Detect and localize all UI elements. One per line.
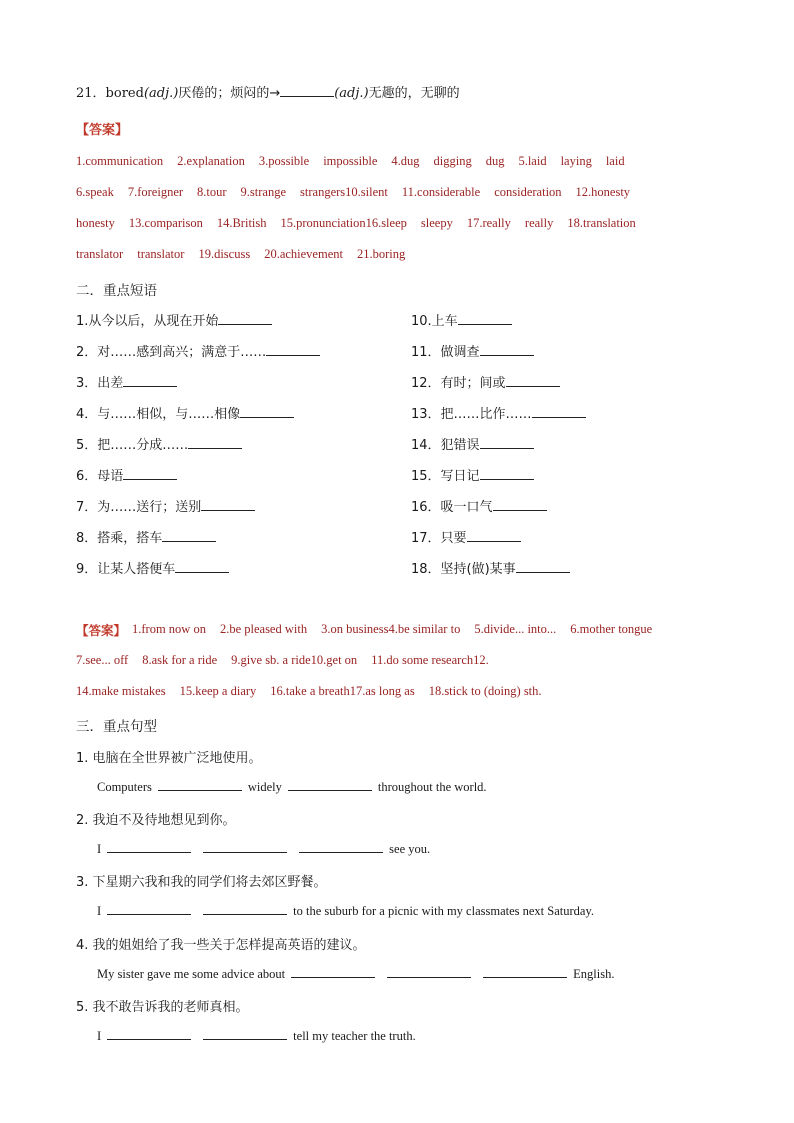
answer-blank[interactable] (483, 965, 567, 978)
answer-item: 14.make mistakes (76, 684, 166, 698)
phrase-answer-blank[interactable] (188, 436, 242, 449)
question-number: 21． (76, 86, 106, 101)
answer-item: 7.see... off (76, 653, 129, 667)
phrase-answer-blank[interactable] (458, 312, 512, 325)
sentence-prefix: I (97, 904, 102, 918)
answer-item: 1.communication (76, 154, 164, 168)
phrase-item (76, 310, 272, 329)
answer-item: 18.translation (567, 216, 636, 230)
sentence-chinese: 3. 下星期六我和我的同学们将去郊区野餐。 (76, 875, 327, 890)
answer-item: consideration (494, 185, 562, 199)
phrase-item (76, 465, 177, 484)
sentence-fill-in (97, 965, 614, 982)
answer-item: 5.divide... into... (474, 622, 557, 636)
phrase-answer-blank[interactable] (480, 436, 534, 449)
sentence-suffix: throughout the world. (377, 780, 487, 794)
answer-item: 6.speak (76, 185, 114, 199)
sentence-suffix: English. (573, 967, 615, 981)
phrase-text: 12．有时；间或 (411, 376, 506, 391)
vocab-answer-row (76, 185, 644, 200)
answer-blank[interactable] (291, 965, 375, 978)
phrase-text: 10.上车 (411, 314, 458, 329)
phrase-item (76, 527, 216, 546)
answer-item: 4.dug (391, 154, 420, 168)
answer-item: dug (485, 154, 505, 168)
vocab-question-21 (76, 84, 460, 103)
answer-item: translator (137, 247, 185, 261)
answer-item: 8.ask for a ride (142, 653, 218, 667)
answer-blank[interactable] (107, 1027, 191, 1040)
answer-item: strangers10.silent (300, 185, 388, 199)
sentence-middle: widely (247, 780, 282, 794)
answer-blank[interactable] (299, 840, 383, 853)
phrase-text: 16．吸一口气 (411, 500, 493, 515)
phrase-text: 11．做调查 (411, 345, 480, 360)
phrase-text: 17．只要 (411, 531, 467, 546)
phrase-answer-blank[interactable] (175, 560, 229, 573)
answer-item: 16.take a breath17.as long as (270, 684, 415, 698)
answer-label: 【答案】 (76, 623, 127, 638)
question-word: bored (105, 86, 144, 101)
answer-item: 11.considerable (401, 185, 481, 199)
phrase-item (411, 341, 534, 360)
sentence-fill-in (97, 840, 430, 857)
phrase-item (76, 403, 294, 422)
phrase-answer-blank[interactable] (532, 405, 586, 418)
answer-item: 7.foreigner (127, 185, 184, 199)
answer-item: 1.from now on (132, 622, 206, 636)
sentence-fill-in (97, 778, 487, 795)
section-title-sentences: 三．重点句型 (76, 719, 157, 735)
sentence-suffix: tell my teacher the truth. (293, 1029, 416, 1043)
answer-item: impossible (323, 154, 378, 168)
section-title-phrases: 二．重点短语 (76, 283, 157, 299)
answer-item: 17.really (466, 216, 511, 230)
phrase-item (76, 372, 177, 391)
answer-item: laying (560, 154, 592, 168)
answer-item: 18.stick to (doing) sth. (428, 684, 542, 698)
phrase-text: 2．对……感到高兴；满意于…… (76, 345, 267, 360)
answer-item: 14.British (216, 216, 267, 230)
sentence-fill-in (97, 902, 594, 919)
answer-item: 6.mother tongue (570, 622, 653, 636)
sentence-prefix: My sister gave me some advice about (97, 967, 286, 981)
phrase-item (411, 372, 560, 391)
phrase-item (411, 403, 586, 422)
answer-item: translator (76, 247, 124, 261)
phrase-item (411, 465, 534, 484)
phrase-item (411, 310, 512, 329)
phrase-answer-blank[interactable] (516, 560, 570, 573)
answer-item: 3.on business4.be similar to (321, 622, 461, 636)
phrase-answer-blank[interactable] (201, 498, 255, 511)
answer-label: 【答案】 (76, 123, 129, 138)
sentence-suffix: to the suburb for a picnic with my classmates next Saturday. (293, 904, 595, 918)
answer-blank[interactable] (203, 840, 287, 853)
phrase-answer-blank[interactable] (162, 529, 216, 542)
phrase-item (411, 558, 570, 577)
phrase-answer-blank[interactable] (467, 529, 521, 542)
phrase-answer-blank[interactable] (218, 312, 272, 325)
phrase-text: 3．出差 (76, 376, 124, 391)
answer-item: 15.pronunciation16.sleep (280, 216, 407, 230)
answer-item: 12.honesty (575, 185, 631, 199)
phrase-answer-blank[interactable] (240, 405, 294, 418)
answer-item: digging (433, 154, 472, 168)
sentence-chinese: 2. 我迫不及待地想见到你。 (76, 813, 236, 828)
answer-item: 2.be pleased with (219, 622, 308, 636)
sentence-prefix: I (97, 842, 102, 856)
answer-item: 3.possible (258, 154, 310, 168)
phrase-answer-row (76, 653, 503, 668)
answer-item: 5.laid (518, 154, 547, 168)
phrase-text: 14．犯错误 (411, 438, 480, 453)
answer-item: 21.boring (356, 247, 406, 261)
part-of-speech: (adj.) (143, 86, 179, 101)
sentence-prefix: Computers (97, 780, 152, 794)
phrase-answer-row (132, 622, 666, 637)
phrase-text: 15．写日记 (411, 469, 480, 484)
answer-blank[interactable] (158, 778, 242, 791)
answer-item: 15.keep a diary (179, 684, 257, 698)
answer-item: 2.explanation (177, 154, 245, 168)
answer-blank[interactable] (280, 84, 334, 97)
vocab-answer-row (76, 216, 650, 231)
phrase-answer-blank[interactable] (506, 374, 560, 387)
phrase-item (411, 496, 547, 515)
answer-item: 20.achievement (264, 247, 343, 261)
part-of-speech: (adj.) (334, 86, 369, 101)
answer-blank[interactable] (107, 840, 191, 853)
phrase-item (411, 434, 534, 453)
vocab-answer-row (76, 247, 419, 262)
question-meaning: 厌倦的；烦闷的→ (178, 86, 281, 101)
phrase-answer-row (76, 684, 556, 699)
answer-item: 11.do some research12. (371, 653, 489, 667)
phrase-item (76, 434, 242, 453)
phrase-text: 9．让某人搭便车 (76, 562, 176, 577)
answer-item: 9.give sb. a ride10.get on (231, 653, 358, 667)
phrase-answer-blank[interactable] (123, 374, 177, 387)
phrase-item (76, 341, 320, 360)
phrase-answer-blank[interactable] (480, 467, 534, 480)
phrase-item (411, 527, 521, 546)
phrase-text: 1.从今以后，从现在开始 (76, 314, 219, 329)
answer-blank[interactable] (288, 778, 372, 791)
sentence-chinese: 1. 电脑在全世界被广泛地使用。 (76, 751, 262, 766)
answer-item: 9.strange (240, 185, 287, 199)
phrase-text: 6．母语 (76, 469, 124, 484)
answer-item: really (524, 216, 554, 230)
phrase-answer-blank[interactable] (493, 498, 547, 511)
phrase-item (76, 496, 255, 515)
sentence-fill-in (97, 1027, 416, 1044)
target-meaning: 无趣的，无聊的 (368, 86, 460, 101)
phrase-text: 13．把……比作…… (411, 407, 532, 422)
sentence-suffix: see you. (389, 842, 431, 856)
phrase-answer-blank[interactable] (266, 343, 320, 356)
answer-item: 8.tour (197, 185, 227, 199)
phrase-text: 8．搭乘，搭车 (76, 531, 163, 546)
sentence-prefix: I (97, 1029, 102, 1043)
answer-item: sleepy (420, 216, 453, 230)
answer-blank[interactable] (203, 902, 287, 915)
vocab-answer-row (76, 154, 639, 169)
answer-blank[interactable] (203, 1027, 287, 1040)
answer-blank[interactable] (387, 965, 471, 978)
answer-blank[interactable] (107, 902, 191, 915)
phrase-text: 4．与……相似，与……相像 (76, 407, 241, 422)
phrase-text: 7．为……送行；送别 (76, 500, 202, 515)
phrase-text: 18．坚持(做)某事 (411, 562, 516, 577)
sentence-chinese: 5. 我不敢告诉我的老师真相。 (76, 1000, 249, 1015)
answer-item: honesty (76, 216, 115, 230)
phrase-answer-blank[interactable] (480, 343, 534, 356)
sentence-chinese: 4. 我的姐姐给了我一些关于怎样提高英语的建议。 (76, 938, 366, 953)
answer-item: 19.discuss (198, 247, 251, 261)
phrase-answer-blank[interactable] (123, 467, 177, 480)
answer-item: laid (605, 154, 625, 168)
phrase-item (76, 558, 229, 577)
answer-item: 13.comparison (128, 216, 203, 230)
phrase-answers-row-1 (76, 622, 126, 640)
phrase-text: 5．把……分成…… (76, 438, 189, 453)
